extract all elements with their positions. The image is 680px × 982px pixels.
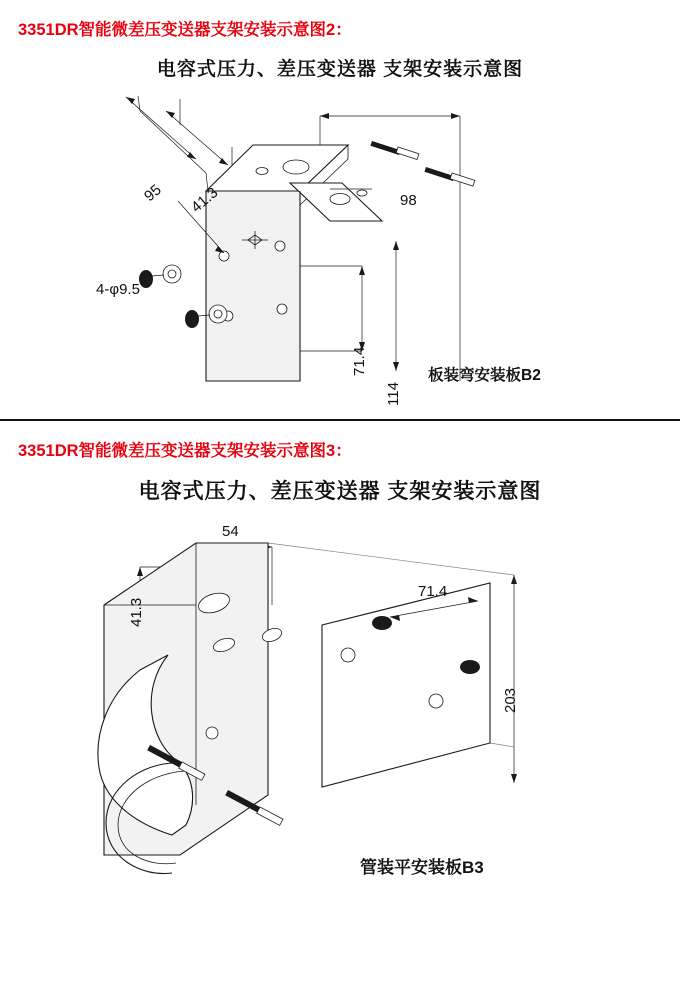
section-3-subtitle: 电容式压力、差压变送器 支架安装示意图 [138, 480, 542, 503]
section-diagram-2 [0, 0, 680, 411]
dimension-95 [126, 96, 208, 191]
dimension-98 [320, 113, 460, 381]
dim-label-41-3-b3: 41.3 [128, 597, 145, 627]
section-diagram-3 [0, 421, 680, 935]
drawing-b3-svg [0, 505, 680, 935]
section-3-title: 3351DR智能微差压变送器支架安装示意图3： [18, 442, 352, 460]
section-2-title: 3351DR智能微差压变送器支架安装示意图2： [18, 21, 352, 39]
mounting-strip-b3 [322, 583, 490, 787]
caption-b2: 板装弯安装板B2 [428, 367, 541, 384]
dim-label-41-3: 41.3 [188, 184, 222, 217]
fastener-1 [139, 265, 181, 288]
drawing-b3 [0, 505, 680, 935]
bracket-plate-b2 [206, 145, 382, 381]
dim-label-95: 95 [141, 181, 165, 206]
dim-label-203: 203 [502, 687, 519, 713]
dim-label-98: 98 [400, 192, 417, 209]
dim-label-71-4: 71.4 [351, 346, 368, 376]
drawing-b2-svg [0, 81, 680, 411]
section-2-subtitle: 电容式压力、差压变送器 支架安装示意图 [156, 59, 524, 80]
dimension-41-3 [166, 99, 232, 169]
dim-label-71-4-b3: 71.4 [418, 583, 448, 600]
bolt-lower [424, 167, 474, 186]
bracket-plate-b3 [98, 543, 283, 874]
bolt-upper [370, 141, 418, 160]
dim-label-114: 114 [385, 382, 402, 406]
drawing-b2 [0, 81, 680, 411]
dim-label-54: 54 [222, 523, 239, 540]
dimension-71-4 [300, 266, 365, 351]
dim-label-4-phi-9-5: 4-φ9.5 [96, 281, 140, 298]
caption-b3: 管装平安装板B3 [360, 858, 484, 877]
dimension-114 [393, 241, 399, 371]
